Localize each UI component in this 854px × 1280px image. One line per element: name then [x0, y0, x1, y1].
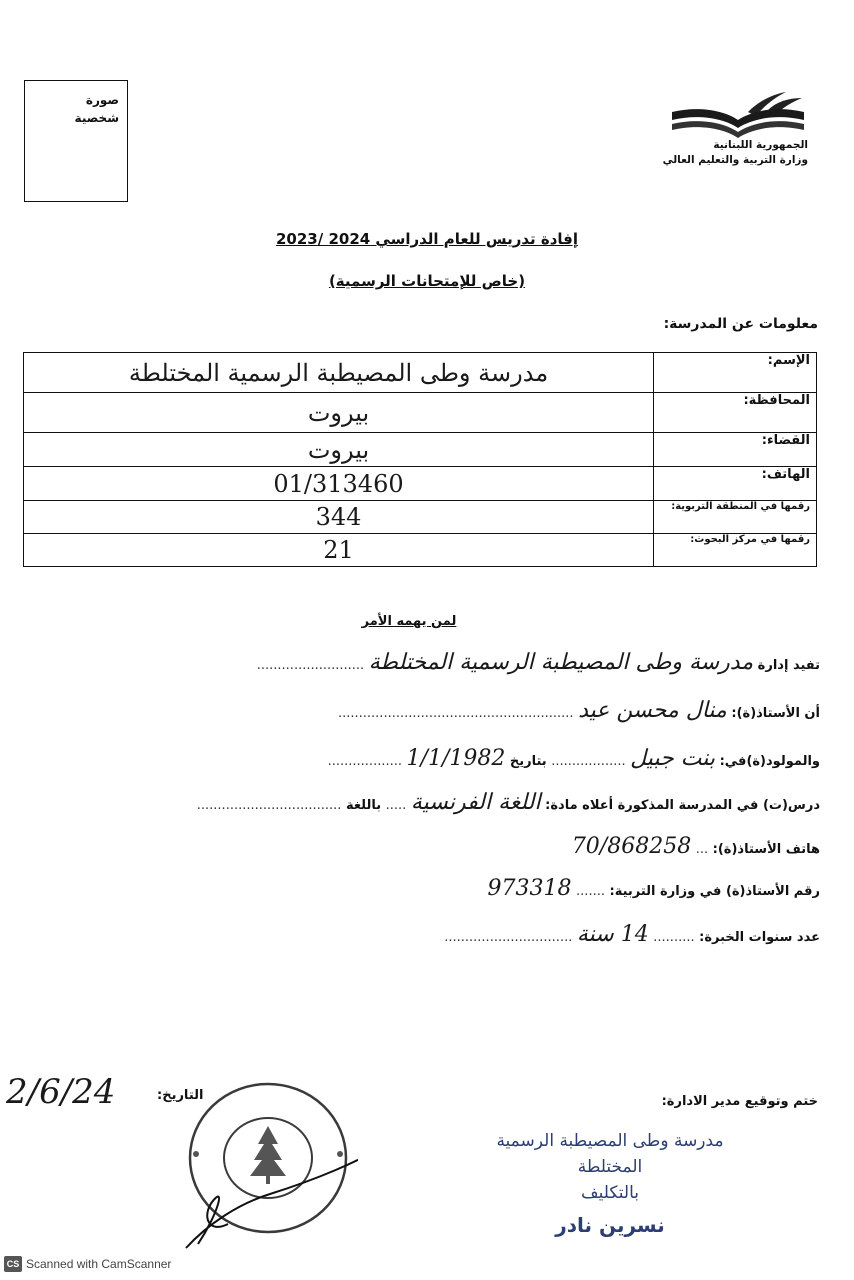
table-row [24, 467, 817, 501]
to-whom-heading: لمن يهمه الأمر [361, 614, 457, 629]
signature-label: ختم وتوقيع مدير الادارة: [661, 1094, 818, 1109]
teacher-prefix: أن الأستاذ(ة): [731, 706, 820, 721]
birth-date-value: 1/1/1982 [406, 746, 506, 771]
governorate-value: بيروت [24, 393, 654, 433]
teacher-phone-value: 70/868258 [571, 834, 692, 859]
governorate-label: المحافظة: [654, 393, 817, 433]
statement-ministry-number-line: رقم الأستاذ(ة) في وزارة التربية: ....... 973318 [487, 876, 820, 901]
stamp-principal-name: نسرين نادر [555, 1213, 665, 1237]
experience-prefix: عدد سنوات الخبرة: [699, 930, 820, 945]
regional-number-label: رقمها في المنطقة التربوية: [654, 501, 817, 534]
district-value: بيروت [24, 433, 654, 467]
date-value: 2/6/24 [6, 1072, 116, 1112]
table-row [24, 353, 817, 393]
ministry-line2: وزارة التربية والتعليم العالي [662, 154, 808, 166]
experience-value: 14 سنة [576, 922, 649, 947]
camscanner-icon: CS [4, 1256, 22, 1272]
document-title: إفادة تدريس للعام الدراسي 2024 /2023 [276, 230, 578, 248]
statement-subject-line: درس(ت) في المدرسة المذكورة أعلاه مادة: اللغة الفرنسية ..... باللغة ................................... [196, 790, 820, 815]
research-center-number-value: 21 [24, 534, 654, 567]
ministry-header [663, 138, 808, 168]
admin-value: مدرسة وطى المصيطبة الرسمية المختلطة [368, 650, 754, 675]
photo-box-line2: شخصية [74, 111, 119, 125]
stamp-school-type: المختلطة [577, 1157, 643, 1177]
table-row [24, 534, 817, 567]
subject-value: اللغة الفرنسية [410, 790, 541, 815]
statement-experience-line: عدد سنوات الخبرة: .......... 14 سنة ............................... [444, 922, 820, 947]
teacher-phone-prefix: هاتف الأستاذ(ة): [712, 842, 820, 857]
table-row [24, 433, 817, 467]
regional-number-value: 344 [24, 501, 654, 534]
date-prefix: بتاريخ [509, 754, 547, 769]
table-row [24, 393, 817, 433]
ministry-number-value: 973318 [487, 876, 572, 901]
ministry-number-prefix: رقم الأستاذ(ة) في وزارة التربية: [609, 884, 820, 899]
photo-box [24, 80, 128, 202]
official-seal-icon [178, 1074, 358, 1254]
document-subtitle: (خاص للإمتحانات الرسمية) [328, 272, 526, 290]
phone-label: الهاتف: [654, 467, 817, 501]
photo-box-line1: صورة [85, 93, 119, 107]
statement-phone-line: هاتف الأستاذ(ة): ... 70/868258 [571, 834, 820, 859]
born-value: بنت جبيل [630, 746, 716, 771]
stamp-assignment: بالتكليف [581, 1183, 639, 1203]
scanner-footer [4, 1256, 171, 1272]
statement-born-line: والمولود(ة)في: بنت جبيل .................. بتاريخ 1/1/1982 .................. [327, 746, 820, 771]
language-prefix: باللغة [345, 798, 382, 813]
born-prefix: والمولود(ة)في: [719, 754, 820, 769]
scanner-footer-text: Scanned with CamScanner [26, 1257, 172, 1271]
statement-teacher-line: أن الأستاذ(ة): منال محسن عيد ......................................................... [337, 698, 820, 723]
stamp-school-name: مدرسة وطى المصيطبة الرسمية [496, 1131, 724, 1151]
school-name-value: مدرسة وطى المصيطبة الرسمية المختلطة [24, 353, 654, 393]
school-info-heading: معلومات عن المدرسة: [663, 316, 818, 332]
table-row [24, 501, 817, 534]
principal-stamp [460, 1128, 760, 1238]
statement-admin-line: تفيد إدارة مدرسة وطى المصيطبة الرسمية المختلطة .......................... [256, 650, 820, 675]
admin-prefix: تفيد إدارة [757, 658, 820, 673]
phone-value: 01/313460 [24, 467, 654, 501]
research-center-number-label: رقمها في مركز البحوث: [654, 534, 817, 567]
date-label: التاريخ: [157, 1088, 204, 1103]
district-label: القضاء: [654, 433, 817, 467]
taught-prefix: درس(ت) في المدرسة المذكورة أعلاه مادة: [545, 798, 820, 813]
ministry-line1: الجمهورية اللبنانية [713, 139, 808, 151]
teacher-value: منال محسن عيد [578, 698, 727, 723]
school-info-table [23, 352, 817, 567]
school-name-label: الإسم: [654, 353, 817, 393]
